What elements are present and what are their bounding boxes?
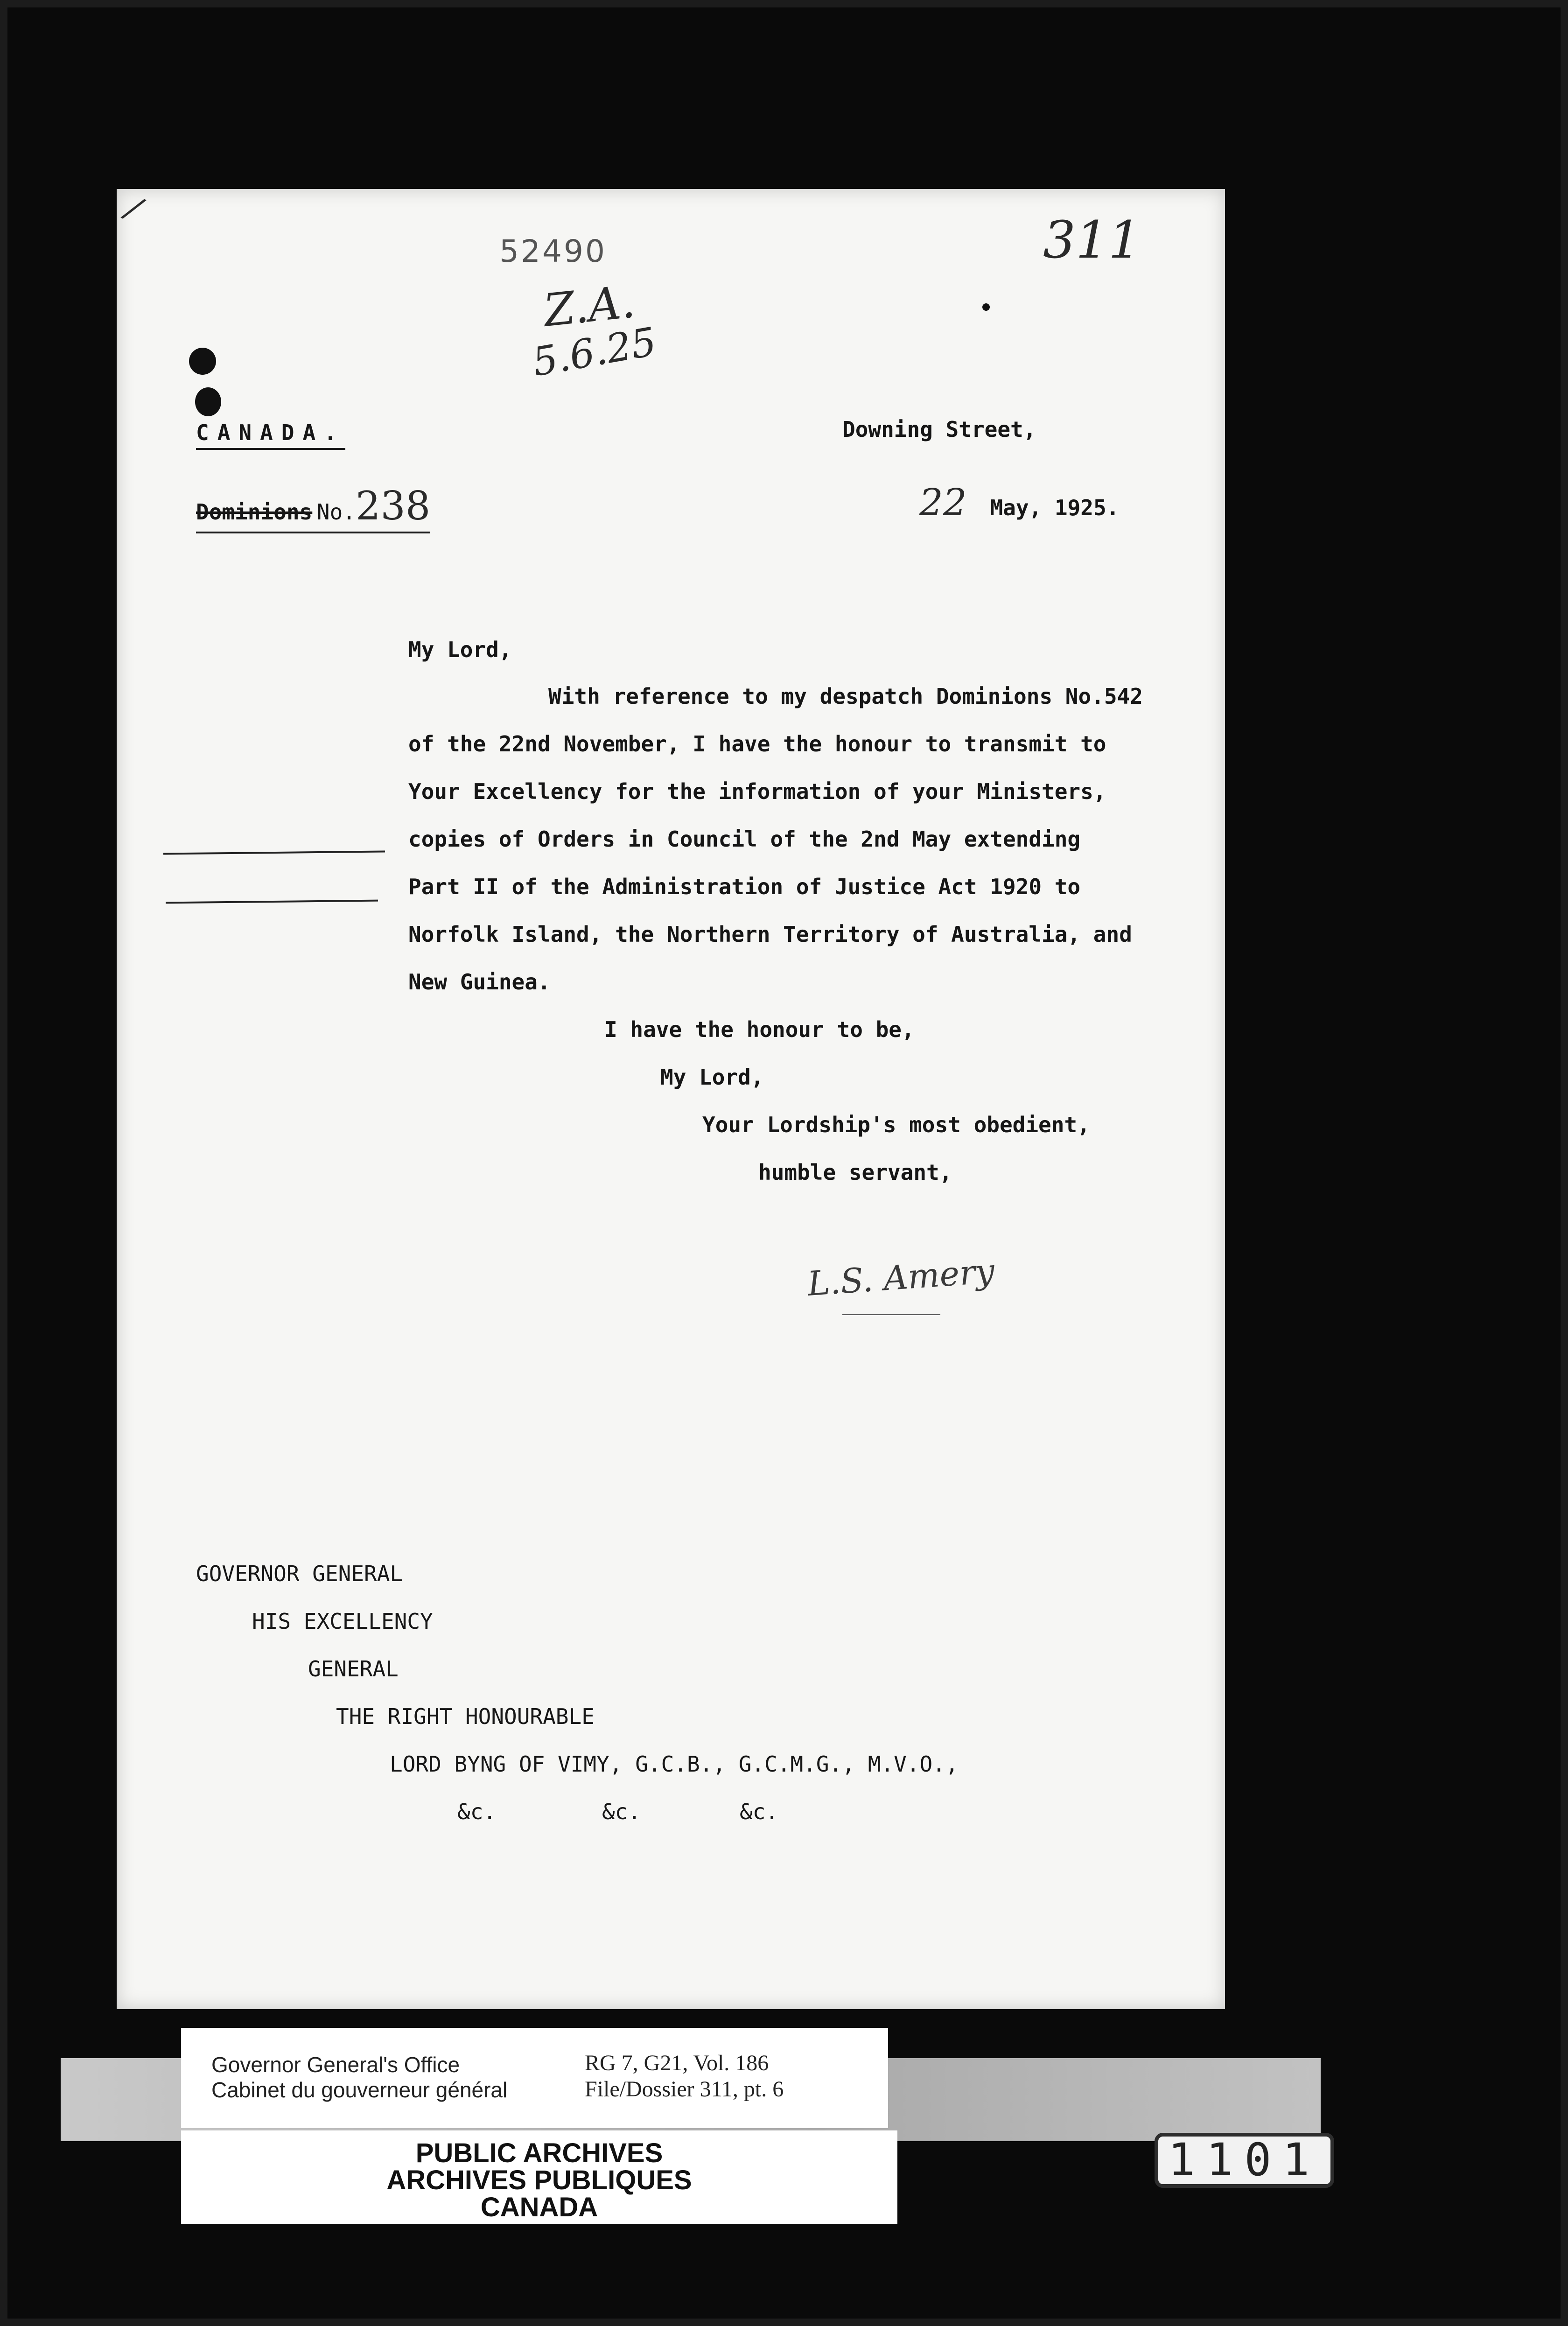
archives-line-2: ARCHIVES PUBLIQUES	[386, 2165, 692, 2195]
office-english: Governor General's Office	[211, 2053, 460, 2077]
addressee-line: GOVERNOR GENERAL	[196, 1561, 403, 1586]
signature-flourish	[842, 1314, 940, 1315]
etc: &c.	[457, 1799, 497, 1824]
stamp-number: 52490	[499, 233, 607, 269]
handwritten-date: 5.6.25	[529, 318, 660, 385]
body-line: With reference to my despatch Dominions No.542	[548, 684, 1143, 709]
margin-rule	[166, 900, 378, 904]
addressee-line: GENERAL	[308, 1656, 399, 1681]
public-archives-label	[181, 2130, 897, 2224]
frame-counter: 1101	[1155, 2133, 1334, 2188]
body-line: Norfolk Island, the Northern Territory of Australia, and	[408, 922, 1132, 947]
addressee-line: LORD BYNG OF VIMY, G.C.B., G.C.M.G., M.V.O.,	[390, 1752, 959, 1777]
country-heading: CANADA.	[196, 420, 345, 450]
etc: &c.	[602, 1799, 641, 1824]
ink-speck	[982, 303, 990, 311]
handwritten-initials: Z.A.	[541, 275, 637, 337]
despatch-number	[196, 483, 430, 533]
body-line: Part II of the Administration of Justice Act 1920 to	[408, 874, 1081, 899]
address-line: Downing Street,	[842, 417, 1036, 442]
archives-line-1: PUBLIC ARCHIVES	[415, 2138, 663, 2168]
punch-hole-mark	[189, 348, 216, 375]
closing-line: Your Lordship's most obedient,	[702, 1112, 1090, 1137]
archive-reference-label	[181, 2028, 888, 2128]
tick-mark: /	[120, 188, 147, 228]
punch-hole-mark	[195, 387, 221, 416]
handwritten-file-number: 311	[1043, 210, 1141, 270]
letter-date	[919, 481, 1119, 524]
date-rest: May, 1925.	[990, 495, 1120, 520]
body-line: copies of Orders in Council of the 2nd May extending	[408, 827, 1081, 852]
salutation: My Lord,	[408, 637, 512, 662]
office-french: Cabinet du gouverneur général	[211, 2078, 508, 2102]
etc: &c.	[740, 1799, 779, 1824]
reference-line-1: RG 7, G21, Vol. 186	[585, 2051, 769, 2075]
despatch-no-value: 238	[355, 483, 431, 529]
signature: L.S. Amery	[806, 1251, 996, 1303]
body-line: Your Excellency for the information of your Ministers,	[408, 779, 1106, 804]
closing-line: My Lord,	[660, 1065, 764, 1090]
archives-line-3: CANADA	[480, 2192, 598, 2222]
letter-sheet	[117, 189, 1225, 2009]
dominions-word: Dominions	[196, 499, 313, 525]
body-line: of the 22nd November, I have the honour to transmit to	[408, 731, 1106, 757]
no-prefix: No.	[316, 499, 356, 525]
addressee-line: THE RIGHT HONOURABLE	[336, 1704, 595, 1729]
margin-rule	[163, 851, 385, 855]
closing-line: I have the honour to be,	[604, 1017, 915, 1042]
date-day: 22	[919, 481, 967, 524]
addressee-line: HIS EXCELLENCY	[252, 1609, 433, 1634]
closing-line: humble servant,	[758, 1160, 952, 1185]
reference-line-2: File/Dossier 311, pt. 6	[585, 2077, 784, 2102]
body-line: New Guinea.	[408, 969, 551, 995]
